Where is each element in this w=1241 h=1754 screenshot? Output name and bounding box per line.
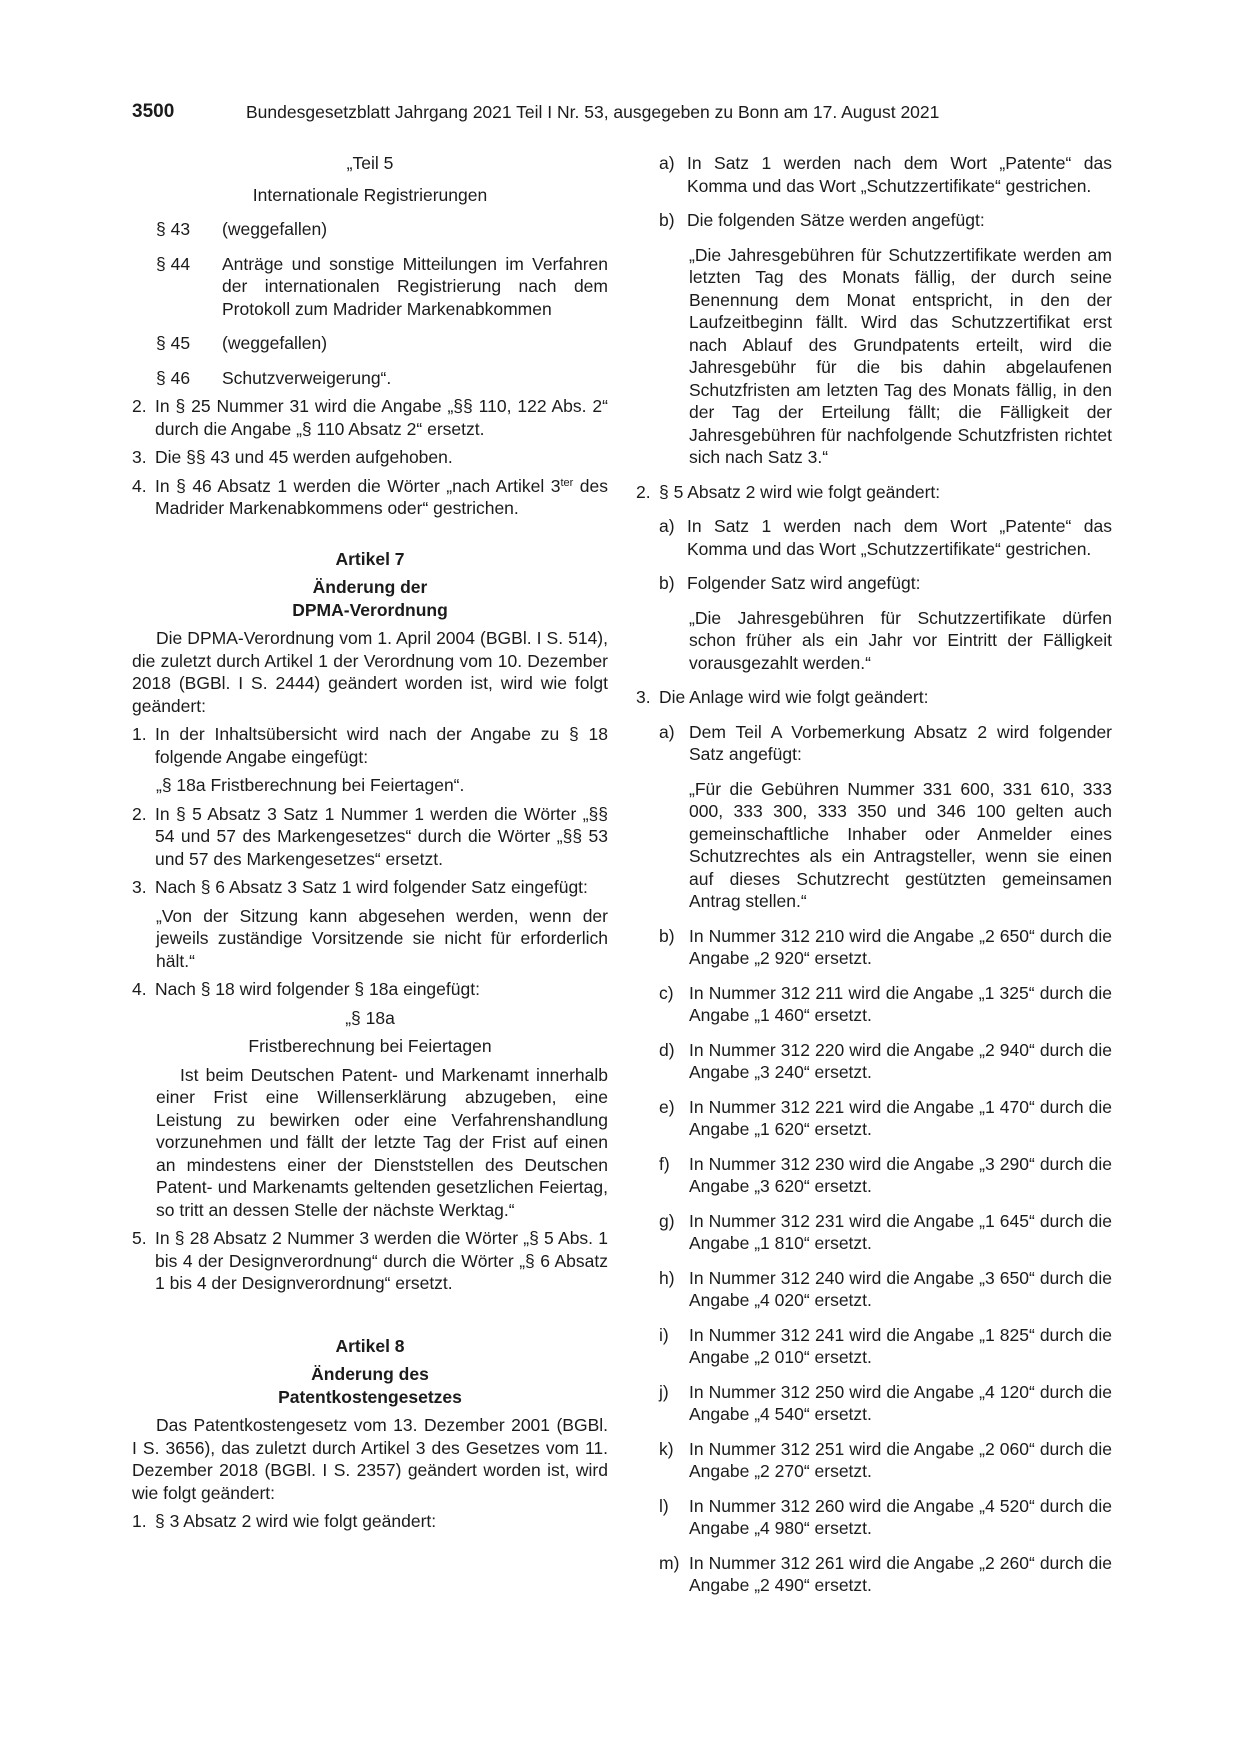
paragraph-label: § 46 [156, 367, 191, 388]
item-text: In § 25 Nummer 31 wird die Angabe „§§ 110, 122 Abs. 2“ durch die Angabe „§ 110 Absatz 2“ ersetzt. [155, 396, 608, 439]
sub-item-label: i) [659, 1324, 669, 1345]
item-text: Nach § 18 wird folgender § 18a eingefügt: [155, 979, 480, 999]
sub-item-label: d) [659, 1039, 675, 1060]
list-item [132, 723, 608, 768]
item-text: In § 28 Absatz 2 Nummer 3 werden die Wörter „§ 5 Abs. 1 bis 4 der Designverordnung“ durch die Wörter „§ 6 Absatz 1 bis 4 der Designverordnung“ ersetzt. [155, 1228, 608, 1293]
sub-item-text: In Nummer 312 261 wird die Angabe „2 260“ durch die Angabe „2 490“ ersetzt. [689, 1552, 1112, 1595]
running-title: Bundesgesetzblatt Jahrgang 2021 Teil I Nr. 53, ausgegeben zu Bonn am 17. August 2021 [246, 102, 940, 122]
sub-item-label: e) [659, 1096, 675, 1117]
paragraph-text: (weggefallen) [222, 333, 328, 353]
list-item [659, 1096, 1112, 1141]
paragraph-44 [156, 253, 608, 321]
sub-item-label: g) [659, 1210, 675, 1231]
list-item [659, 1552, 1112, 1597]
article-7-intro: Die DPMA-Verordnung vom 1. April 2004 (BGBl. I S. 514), die zuletzt durch Artikel 1 der Verordnung vom 10. Dezember 2018 (BGBl. I S. 2444) geändert worden ist, wird wie folgt geändert: [132, 628, 608, 716]
list-item [636, 481, 1112, 504]
item-text: § 5 Absatz 2 wird wie folgt geändert: [659, 481, 941, 502]
list-item [132, 1510, 608, 1533]
sub-item-label: l) [659, 1495, 669, 1516]
item-label: 1. [132, 724, 147, 744]
sub-item-text: In Nummer 312 240 wird die Angabe „3 650“ durch die Angabe „4 020“ ersetzt. [689, 1267, 1112, 1310]
list-item [132, 1227, 608, 1295]
item-text: In § 5 Absatz 3 Satz 1 Nummer 1 werden die Wörter „§§ 54 und 57 des Markengesetzes“ durch die Wörter „§§ 53 und 57 des Markengesetzes“ ersetzt. [155, 803, 608, 869]
item-text: In der Inhaltsübersicht wird nach der Angabe zu § 18 folgende Angabe eingefügt: [155, 724, 608, 767]
item-text: Die §§ 43 und 45 werden aufgehoben. [155, 447, 453, 467]
list-item [659, 925, 1112, 970]
quoted-text: „Für die Gebühren Nummer 331 600, 331 610, 333 000, 333 300, 333 350 und 346 100 gelten auch gemeinschaftliche Inhaber oder Anmelder eines Schutzrechtes als ein Antragsteller, wenn sie einen auf dieses Schutzrecht gestützten gemeinsamen Antrag stellen.“ [689, 778, 1112, 911]
list-item [132, 978, 608, 1001]
list-item [659, 1324, 1112, 1369]
sub-item-text: In Nummer 312 260 wird die Angabe „4 520“ durch die Angabe „4 980“ ersetzt. [689, 1495, 1112, 1538]
item-label: 3. [132, 877, 147, 897]
paragraph-text: Anträge und sonstige Mitteilungen im Verfahren der internationalen Registrierung nach dem Protokoll zum Madrider Markenabkommen [222, 253, 608, 319]
sub-item-label: c) [659, 982, 674, 1003]
item-label: 3. [132, 447, 147, 467]
sub-item [659, 209, 1112, 232]
sub-item [659, 515, 1112, 560]
teil5-subtitle: Internationale Registrierungen [252, 184, 488, 205]
item-text: Die Anlage wird wie folgt geändert: [659, 687, 929, 707]
sub-item-text: In Nummer 312 250 wird die Angabe „4 120“ durch die Angabe „4 540“ ersetzt. [689, 1381, 1112, 1424]
fee-amendment-list [636, 925, 1112, 1597]
sub-item-text: In Nummer 312 251 wird die Angabe „2 060“ durch die Angabe „2 270“ ersetzt. [689, 1438, 1112, 1481]
item-label: 3. [636, 687, 651, 707]
list-item [659, 1381, 1112, 1426]
article-7-subtitle: Änderung der [312, 577, 428, 597]
list-item [132, 803, 608, 871]
quoted-text: „§ 18a Fristberechnung bei Feiertagen“. [156, 775, 465, 795]
paragraph-43 [156, 218, 608, 241]
sub-item-label: b) [659, 925, 675, 946]
list-item [132, 446, 608, 469]
teil5-heading: „Teil 5 [346, 153, 394, 173]
item-label: 1. [132, 1511, 147, 1531]
sub-item-text: In Nummer 312 220 wird die Angabe „2 940“ durch die Angabe „3 240“ ersetzt. [689, 1039, 1112, 1082]
sub-item-label: k) [659, 1438, 674, 1459]
item-text: Nach § 6 Absatz 3 Satz 1 wird folgender Satz eingefügt: [155, 877, 588, 897]
sub-item-label: a) [659, 516, 675, 536]
paragraph-45 [156, 332, 608, 355]
list-item [132, 395, 608, 440]
list-item [659, 1153, 1112, 1198]
item-label: 4. [132, 979, 147, 999]
item-text: § 3 Absatz 2 wird wie folgt geändert: [155, 1511, 437, 1531]
list-item [659, 1438, 1112, 1483]
sub-item-text: In Nummer 312 230 wird die Angabe „3 290“ durch die Angabe „3 620“ ersetzt. [689, 1153, 1112, 1196]
page-number: 3500 [132, 101, 175, 122]
item-text-part: In § 46 Absatz 1 werden die Wörter „nach Artikel 3 [155, 475, 561, 496]
item-text-part: des Madrider Markenabkommens oder“ gestrichen. [155, 475, 609, 518]
item-label: 2. [132, 396, 147, 416]
item-label: 2. [636, 481, 651, 502]
sub-item-label: h) [659, 1267, 675, 1288]
item-text [155, 475, 608, 520]
sub-item-label: b) [659, 573, 675, 593]
list-item [132, 876, 608, 899]
sub-item-text: In Nummer 312 221 wird die Angabe „1 470“ durch die Angabe „1 620“ ersetzt. [689, 1096, 1112, 1139]
sub-item-text: In Nummer 312 211 wird die Angabe „1 325“ durch die Angabe „1 460“ ersetzt. [689, 982, 1112, 1025]
paragraph-label: § 43 [156, 219, 191, 239]
sub-item-text: In Satz 1 werden nach dem Wort „Patente“ das Komma und das Wort „Schutzzertifikate“ gestrichen. [687, 153, 1112, 196]
superscript: ter [560, 476, 574, 489]
sub-item-text: Folgender Satz wird angefügt: [687, 573, 921, 593]
list-item [659, 1210, 1112, 1255]
sub-item-text: Dem Teil A Vorbemerkung Absatz 2 wird folgender Satz angefügt: [689, 721, 1112, 764]
item-label: 4. [132, 475, 147, 496]
left-column [132, 152, 608, 1533]
article-8-subtitle: Änderung des [311, 1364, 429, 1384]
sub-item-label: a) [659, 721, 675, 742]
list-item [636, 686, 1112, 709]
paragraph-label: § 45 [156, 333, 191, 353]
article-8-subtitle: Patentkostengesetzes [278, 1386, 462, 1407]
inserted-paragraph-heading: „§ 18a [345, 1007, 395, 1028]
sub-item-text: In Nummer 312 231 wird die Angabe „1 645“ durch die Angabe „1 810“ ersetzt. [689, 1210, 1112, 1253]
inserted-paragraph-body: Ist beim Deutschen Patent- und Markenamt innerhalb einer Frist eine Willenserklärung abzugeben, eine Leistung zu bewirken oder eine Verfahrenshandlung vorzunehmen und fällt der letzte Tag der Frist auf einen an mindestens einer der Dienststellen des Deutschen Patent- und Markenamts geltenden gesetzlichen Feiertag, so tritt an dessen Stelle der nächste Werktag.“ [156, 1064, 608, 1220]
sub-item [659, 721, 1112, 766]
list-item [659, 1039, 1112, 1084]
article-7-title: Artikel 7 [335, 548, 405, 569]
sub-item [659, 152, 1112, 197]
sub-item-label: j) [659, 1381, 669, 1402]
inserted-paragraph-subtitle: Fristberechnung bei Feiertagen [248, 1036, 492, 1056]
paragraph-text: (weggefallen) [222, 219, 328, 239]
quoted-text: „Von der Sitzung kann abgesehen werden, wenn der jeweils zuständige Vorsitzende sie nicht für erforderlich hält.“ [156, 905, 608, 971]
list-item [659, 1495, 1112, 1540]
sub-item-label: b) [659, 210, 675, 230]
article-8-intro: Das Patentkostengesetz vom 13. Dezember 2001 (BGBl. I S. 3656), das zuletzt durch Artikel 3 des Gesetzes vom 11. Dezember 2018 (BGBl. I S. 2357) geändert worden ist, wird wie folgt geändert: [132, 1415, 608, 1503]
sub-item-label: f) [659, 1153, 670, 1174]
sub-item-text: In Nummer 312 210 wird die Angabe „2 650“ durch die Angabe „2 920“ ersetzt. [689, 925, 1112, 968]
page-header [132, 101, 1112, 127]
sub-item-text: In Satz 1 werden nach dem Wort „Patente“ das Komma und das Wort „Schutzzertifikate“ gestrichen. [687, 516, 1112, 559]
quoted-text: „Die Jahresgebühren für Schutzzertifikate werden am letzten Tag des Monats fällig, der durch seine Benennung dem Monat entspricht, in den der Laufzeitbeginn fällt. Wird das Schutzzertifikat erst nach Ablauf des Grundpatents erteilt, wird die Jahresgebühr für die bis dahin abgelaufenen Schutzfristen am letzten Tag des Monats fällig, in den der Tag der Erteilung fällt; die Fälligkeit der Jahresgebühren für nachfolgende Schutzfristen richtet sich nach Satz 3.“ [689, 244, 1112, 467]
sub-item-label: a) [659, 153, 675, 173]
article-7-subtitle: DPMA-Verordnung [292, 599, 448, 620]
list-item [132, 475, 608, 520]
sub-item-text: In Nummer 312 241 wird die Angabe „1 825“ durch die Angabe „2 010“ ersetzt. [689, 1324, 1112, 1367]
paragraph-label: § 44 [156, 253, 191, 274]
item-label: 5. [132, 1228, 147, 1248]
sub-item-text: Die folgenden Sätze werden angefügt: [687, 210, 985, 230]
sub-item-label: m) [659, 1552, 680, 1573]
list-item [659, 982, 1112, 1027]
right-column [636, 152, 1112, 1597]
list-item [659, 1267, 1112, 1312]
quoted-text: „Die Jahresgebühren für Schutzzertifikate dürfen schon früher als ein Jahr vor Eintritt der Fälligkeit vorausgezahlt werden.“ [689, 607, 1112, 673]
item-label: 2. [132, 803, 147, 824]
sub-item [659, 572, 1112, 595]
paragraph-46 [156, 367, 608, 390]
article-8-title: Artikel 8 [335, 1335, 405, 1356]
paragraph-text: Schutzverweigerung“. [222, 367, 392, 388]
